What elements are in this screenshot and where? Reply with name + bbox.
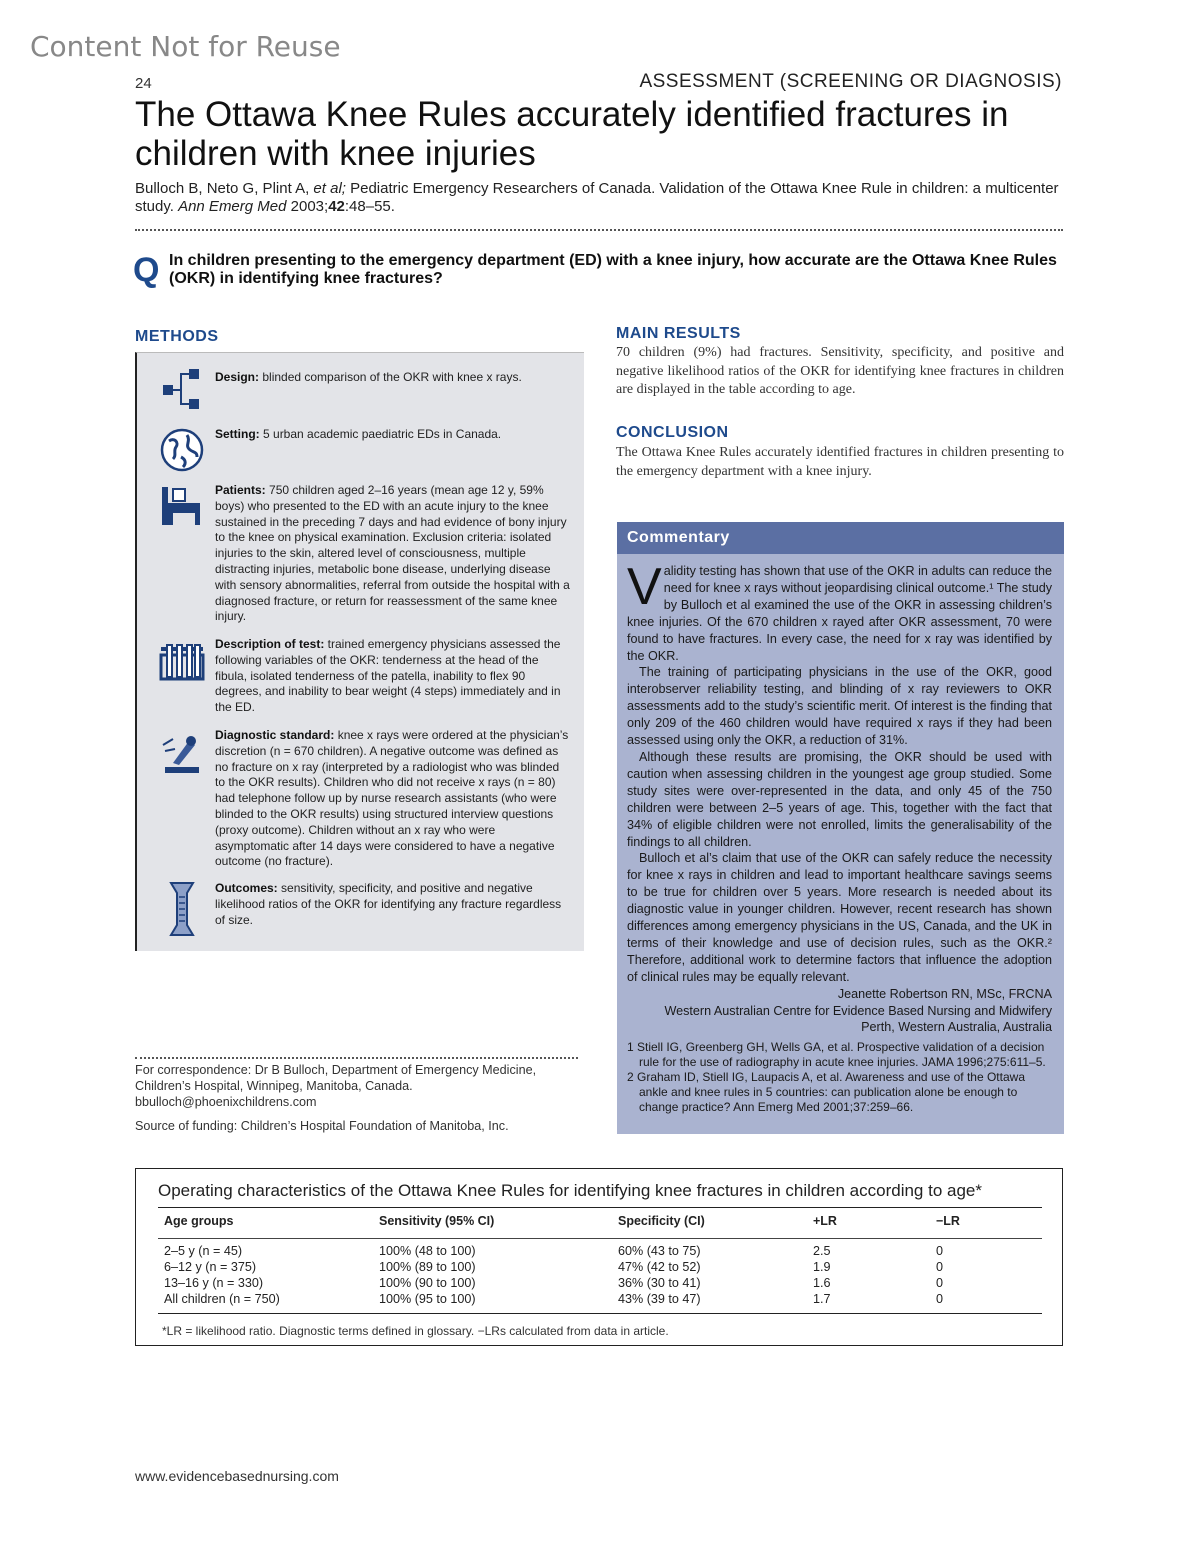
page-number: 24 — [135, 75, 152, 92]
ruler-icon — [159, 881, 205, 937]
citation — [135, 180, 1065, 216]
table-cell: 43% (39 to 47) — [618, 1292, 701, 1306]
table-cell: 60% (43 to 75) — [618, 1244, 701, 1258]
table-cell: 2–5 y (n = 45) — [164, 1244, 243, 1258]
table-title: Operating characteristics of the Ottawa Knee Rules for identifying knee fractures in children according to age* — [158, 1181, 982, 1200]
column-header: +LR — [813, 1214, 837, 1228]
citation-journal: Ann Emerg Med — [178, 198, 287, 215]
commentary-paragraph-3: Although these results are promising, the OKR should be used with caution when assessing children in the youngest age group studied. Some study sites were over-represented in the data, and only 45 of the 750 children were between 2–5 years of age. This, together with the fact that 34% of eligible children were not enrolled, limits the generalisability of the findings to all children. — [627, 749, 1052, 849]
citation-etal: et al; — [313, 180, 346, 197]
table-cell: 1.9 — [813, 1260, 831, 1274]
table-cell: 100% (90 to 100) — [379, 1276, 476, 1290]
design-label: Design: — [215, 370, 260, 384]
commentary-box — [617, 522, 1064, 1134]
main-results-text: 70 children (9%) had fractures. Sensitivity, specificity, and positive and negative likelihood ratios of the OKR for identifying knee fractures in children are displayed in the table according to age. — [616, 345, 1064, 397]
commentary-heading: Commentary — [617, 522, 1064, 554]
flowchart-icon — [159, 367, 205, 413]
methods-heading: METHODS — [135, 328, 219, 345]
table-cell: 100% (48 to 100) — [379, 1244, 476, 1258]
outcomes-label: Outcomes: — [215, 881, 278, 895]
column-header: Age groups — [164, 1214, 234, 1228]
table-footnote: *LR = likelihood ratio. Diagnostic terms defined in glossary. −LRs calculated from data in article. — [162, 1324, 669, 1338]
commentary-paragraph-1: alidity testing has shown that use of the OKR in adults can reduce the need for knee x rays without jeopardising clinical outcome.¹ The study by Bulloch et al examined the use of the OKR in assessing children’s knee injuries. Of the 670 children x rayed after OKR assessment, 70 were found to have fractures. In every case, the need for x ray was identified by the OKR. — [627, 564, 1052, 663]
citation-pages: :48–55. — [344, 198, 395, 215]
setting-label: Setting: — [215, 427, 260, 441]
column-header: Sensitivity (95% CI) — [379, 1214, 495, 1228]
citation-year: 2003; — [286, 198, 329, 215]
test-tubes-icon — [159, 641, 205, 687]
correspondence-divider — [135, 1057, 578, 1059]
table-cell: 100% (89 to 100) — [379, 1260, 476, 1274]
article-title: The Ottawa Knee Rules accurately identified fractures in children with knee injuries — [135, 95, 1009, 173]
description-label: Description of test: — [215, 637, 325, 651]
commentary-dropcap: V — [627, 558, 662, 616]
watermark: Content Not for Reuse — [30, 30, 341, 63]
main-results-heading: MAIN RESULTS — [616, 325, 741, 342]
diagnostic-text: knee x rays were ordered at the physician’s discretion (n = 670 children). A negative outcome was defined as no fracture on x ray (interpreted by a radiologist who was blinded to the OKR results). Children who did not receive x rays (n = 80) had telephone follow up by nurse research assistants (who were blinded to the OKR results) using structured interview questions (proxy outcome). Children without an x ray who were asymptomatic after 14 days were considered to have a negative outcome (no fracture). — [215, 728, 569, 869]
table-cell: 1.6 — [813, 1276, 831, 1290]
column-header: −LR — [936, 1214, 960, 1228]
footer-url[interactable]: www.evidencebasednursing.com — [135, 1468, 339, 1484]
table-cell: 13–16 y (n = 330) — [164, 1276, 264, 1290]
diagnostic-label: Diagnostic standard: — [215, 728, 335, 742]
correspondence: For correspondence: Dr B Bulloch, Department of Emergency Medicine, Children’s Hospital, Winnipeg, Manitoba, Canada. bbulloch@phoenixchildrens.com — [135, 1063, 537, 1109]
commentary-paragraph-2: The training of participating physicians in the use of the OKR, good interobserver reliability testing, and blinding of x ray reviewers to OKR assessments add to the study’s scientific merit. Of interest is the finding that only 209 of the 460 children would have required x rays if they had been assessed using only the OKR, a reduction of 31%. — [627, 665, 1052, 748]
table-rule-header — [158, 1238, 1042, 1239]
table-cell: 100% (95 to 100) — [379, 1292, 476, 1306]
dotted-divider — [135, 229, 1063, 231]
conclusion-text: The Ottawa Knee Rules accurately identified fractures in children presenting to the emergency department with a knee injury. — [616, 445, 1064, 479]
setting-text: 5 urban academic paediatric EDs in Canada. — [259, 427, 502, 441]
commentary-author: Jeanette Robertson RN, MSc, FRCNA — [837, 986, 1052, 1001]
table-cell: 0 — [936, 1292, 944, 1306]
reference-item: 1 Stiell IG, Greenberg GH, Wells GA, et al. Prospective validation of a decision rule for the use of radiography in acute knee injuries. JAMA 1996;275:611–5. — [627, 1040, 1046, 1070]
reference-list — [627, 1040, 1052, 1115]
table-cell: 0 — [936, 1260, 944, 1274]
column-header: Specificity (CI) — [618, 1214, 705, 1228]
reference-item: 2 Graham ID, Stiell IG, Laupacis A, et al. Awareness and use of the Ottawa ankle and knee rules in 5 countries: can publication alone be enough to change practice? Ann Emerg Med 2001;37:259–66. — [627, 1070, 1025, 1115]
table-cell: 2.5 — [813, 1244, 831, 1258]
table-cell: 1.7 — [813, 1292, 831, 1306]
table-cell: 0 — [936, 1244, 944, 1258]
funding: Source of funding: Children’s Hospital Foundation of Manitoba, Inc. — [135, 1119, 509, 1133]
commentary-paragraph-4: Bulloch et al’s claim that use of the OKR can safely reduce the necessity for knee x rays in children and lead to important healthcare savings seems to be true for children over 5 years. More research is needed about its diagnostic value in younger children. However, recent research has shown differences among emergency physicians in the US, Canada, and the UK in terms of their knowledge and use of decision rules, such as the OKR.² Therefore, additional work to determine factors that influence the adoption of clinical rules may be equally relevant. — [627, 851, 1052, 984]
hospital-bed-icon — [159, 483, 205, 529]
description-text: trained emergency physicians assessed the following variables of the OKR: tenderness at the head of the fibula, isolated tenderness of the patella, inability to flex 90 degrees, and inability to bear weight (4 steps) immediately and in the ED. — [215, 637, 561, 715]
table-rule-top — [158, 1207, 1042, 1208]
outcomes-text: sensitivity, specificity, and positive and negative likelihood ratios of the OKR for identifying any fracture regardless of size. — [215, 881, 562, 927]
patients-text: 750 children aged 2–16 years (mean age 12 y, 59% boys) who presented to the ED with an acute injury to the knee sustained in the preceding 7 days and had evidence of bony injury to the knee on physical examination. Exclusion criteria: isolated injuries to the skin, altered level of consciousness, multiple distracting injuries, metabolic bone disease, underlying disease with sensory abnormalities, referral from outside the hospital with a diagnosed fracture, or return for reassessment of the same knee injury. — [215, 483, 570, 624]
citation-rest: Pediatric Emergency Researchers of Canada. Validation of the Ottawa Knee Rule in children: a multicenter study. — [135, 180, 1059, 215]
table-cell: 47% (42 to 52) — [618, 1260, 701, 1274]
table-cell: 36% (30 to 41) — [618, 1276, 701, 1290]
commentary-location: Perth, Western Australia, Australia — [861, 1020, 1052, 1035]
question-mark: Q — [133, 251, 160, 289]
table-cell: All children (n = 750) — [164, 1292, 280, 1306]
table-cell: 6–12 y (n = 375) — [164, 1260, 257, 1274]
citation-authors: Bulloch B, Neto G, Plint A, — [135, 180, 314, 197]
microscope-icon — [159, 731, 205, 777]
results-table — [135, 1168, 1063, 1346]
table-cell: 0 — [936, 1276, 944, 1290]
commentary-organization: Western Australian Centre for Evidence Based Nursing and Midwifery — [664, 1003, 1052, 1018]
methods-box — [135, 352, 584, 951]
design-text: blinded comparison of the OKR with knee x rays. — [259, 370, 522, 384]
conclusion-heading: CONCLUSION — [616, 424, 729, 441]
citation-volume: 42 — [328, 198, 345, 215]
clinical-question: In children presenting to the emergency department (ED) with a knee injury, how accurate are the Ottawa Knee Rules (OKR) in identifying knee fractures? — [169, 252, 1057, 287]
section-label: ASSESSMENT (SCREENING OR DIAGNOSIS) — [639, 71, 1062, 92]
table-rule-bottom — [158, 1313, 1042, 1314]
globe-icon — [159, 427, 205, 473]
patients-label: Patients: — [215, 483, 266, 497]
commentary-body — [627, 558, 1052, 1115]
